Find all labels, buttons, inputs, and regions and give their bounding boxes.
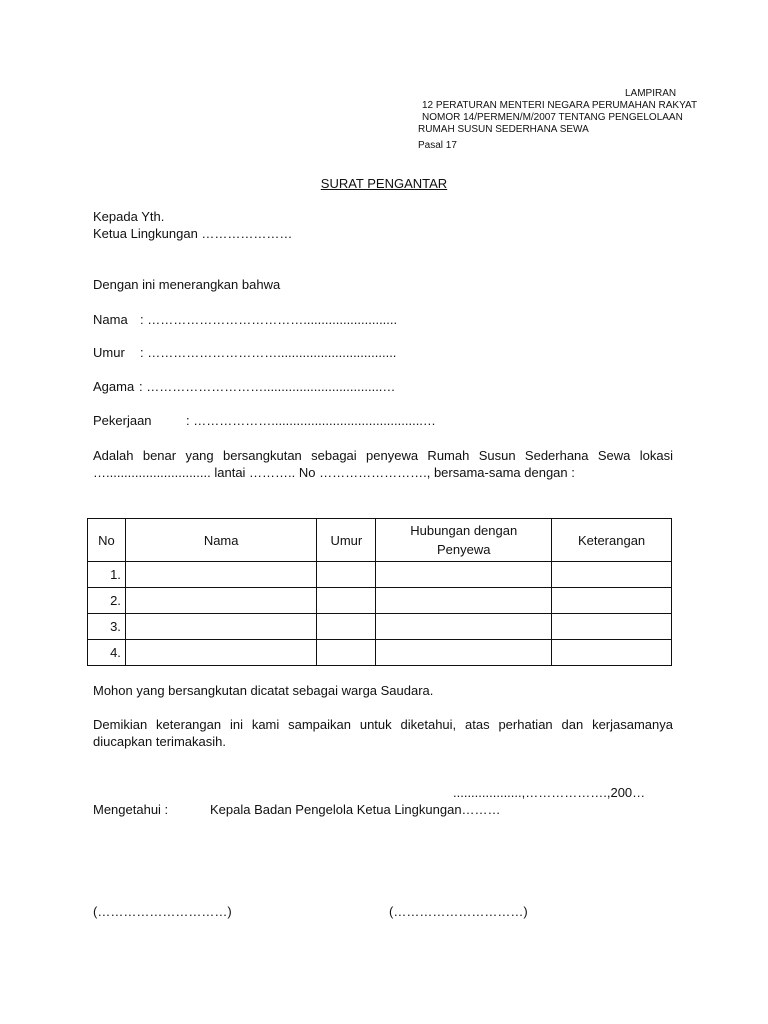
row-number: 1. — [88, 562, 126, 588]
cell-keterangan — [552, 640, 672, 666]
umur-field: : …………………………................................. — [140, 345, 397, 360]
cell-nama — [125, 640, 316, 666]
cell-keterangan — [552, 588, 672, 614]
row-number: 4. — [88, 640, 126, 666]
table-row — [88, 614, 672, 640]
table-row — [88, 588, 672, 614]
regulation-line-1: 12 PERATURAN MENTERI NEGARA PERUMAHAN RAKYAT — [422, 100, 698, 111]
kepala-label: Kepala Badan Pengelola Ketua Lingkungan……… — [210, 802, 501, 817]
cell-umur — [317, 614, 376, 640]
regulation-line-3: RUMAH SUSUN SEDERHANA SEWA — [418, 124, 589, 135]
column-header-umur: Umur — [317, 519, 376, 562]
cell-umur — [317, 640, 376, 666]
cell-keterangan — [552, 562, 672, 588]
row-number: 2. — [88, 588, 126, 614]
cell-hubungan — [376, 588, 552, 614]
signature-left: (…………………………) — [93, 904, 232, 919]
cell-nama — [125, 562, 316, 588]
table-row — [88, 562, 672, 588]
agama-field: : ……………………….................................… — [139, 379, 396, 394]
statement-paragraph: Adalah benar yang bersangkutan sebagai penyewa Rumah Susun Sederhana Sewa lokasi …............................. lantai ……….. No ……………………., bersama-sama dengan : — [93, 448, 673, 480]
column-header-nama: Nama — [125, 519, 316, 562]
signature-right: (…………………………) — [389, 904, 528, 919]
request-text: Mohon yang bersangkutan dicatat sebagai warga Saudara. — [93, 683, 434, 698]
column-header-hubungan: Hubungan dengan Penyewa — [376, 519, 552, 562]
document-title: SURAT PENGANTAR — [320, 176, 448, 191]
cell-nama — [125, 588, 316, 614]
cell-umur — [317, 588, 376, 614]
column-header-no: No — [88, 519, 126, 562]
recipient-line-1: Kepada Yth. — [93, 209, 165, 224]
regulation-line-2: NOMOR 14/PERMEN/M/2007 TENTANG PENGELOLAAN — [422, 112, 683, 123]
umur-label: Umur — [93, 345, 125, 360]
nama-label: Nama — [93, 312, 128, 327]
family-members-table — [87, 518, 672, 666]
closing-paragraph: Demikian keterangan ini kami sampaikan untuk diketahui, atas perhatian dan kerjasamanya diucapkan terimakasih. — [93, 717, 673, 749]
lampiran-label: LAMPIRAN — [625, 88, 677, 99]
table-header-row — [88, 519, 672, 562]
pekerjaan-label: Pekerjaan — [93, 413, 152, 428]
cell-umur — [317, 562, 376, 588]
cell-hubungan — [376, 614, 552, 640]
cell-hubungan — [376, 640, 552, 666]
cell-hubungan — [376, 562, 552, 588]
date-line: ...................,……………….,200… — [453, 785, 646, 800]
cell-nama — [125, 614, 316, 640]
pasal-label: Pasal 17 — [418, 140, 457, 151]
intro-text: Dengan ini menerangkan bahwa — [93, 277, 281, 292]
agama-label: Agama — [93, 379, 135, 394]
mengetahui-label: Mengetahui : — [93, 802, 169, 817]
column-header-keterangan: Keterangan — [552, 519, 672, 562]
table-row — [88, 640, 672, 666]
recipient-line-2: Ketua Lingkungan ………………… — [93, 226, 293, 241]
cell-keterangan — [552, 614, 672, 640]
nama-field: : ……………………………….......................... — [140, 312, 398, 327]
row-number: 3. — [88, 614, 126, 640]
pekerjaan-field: : ………………..........................................… — [186, 413, 436, 428]
